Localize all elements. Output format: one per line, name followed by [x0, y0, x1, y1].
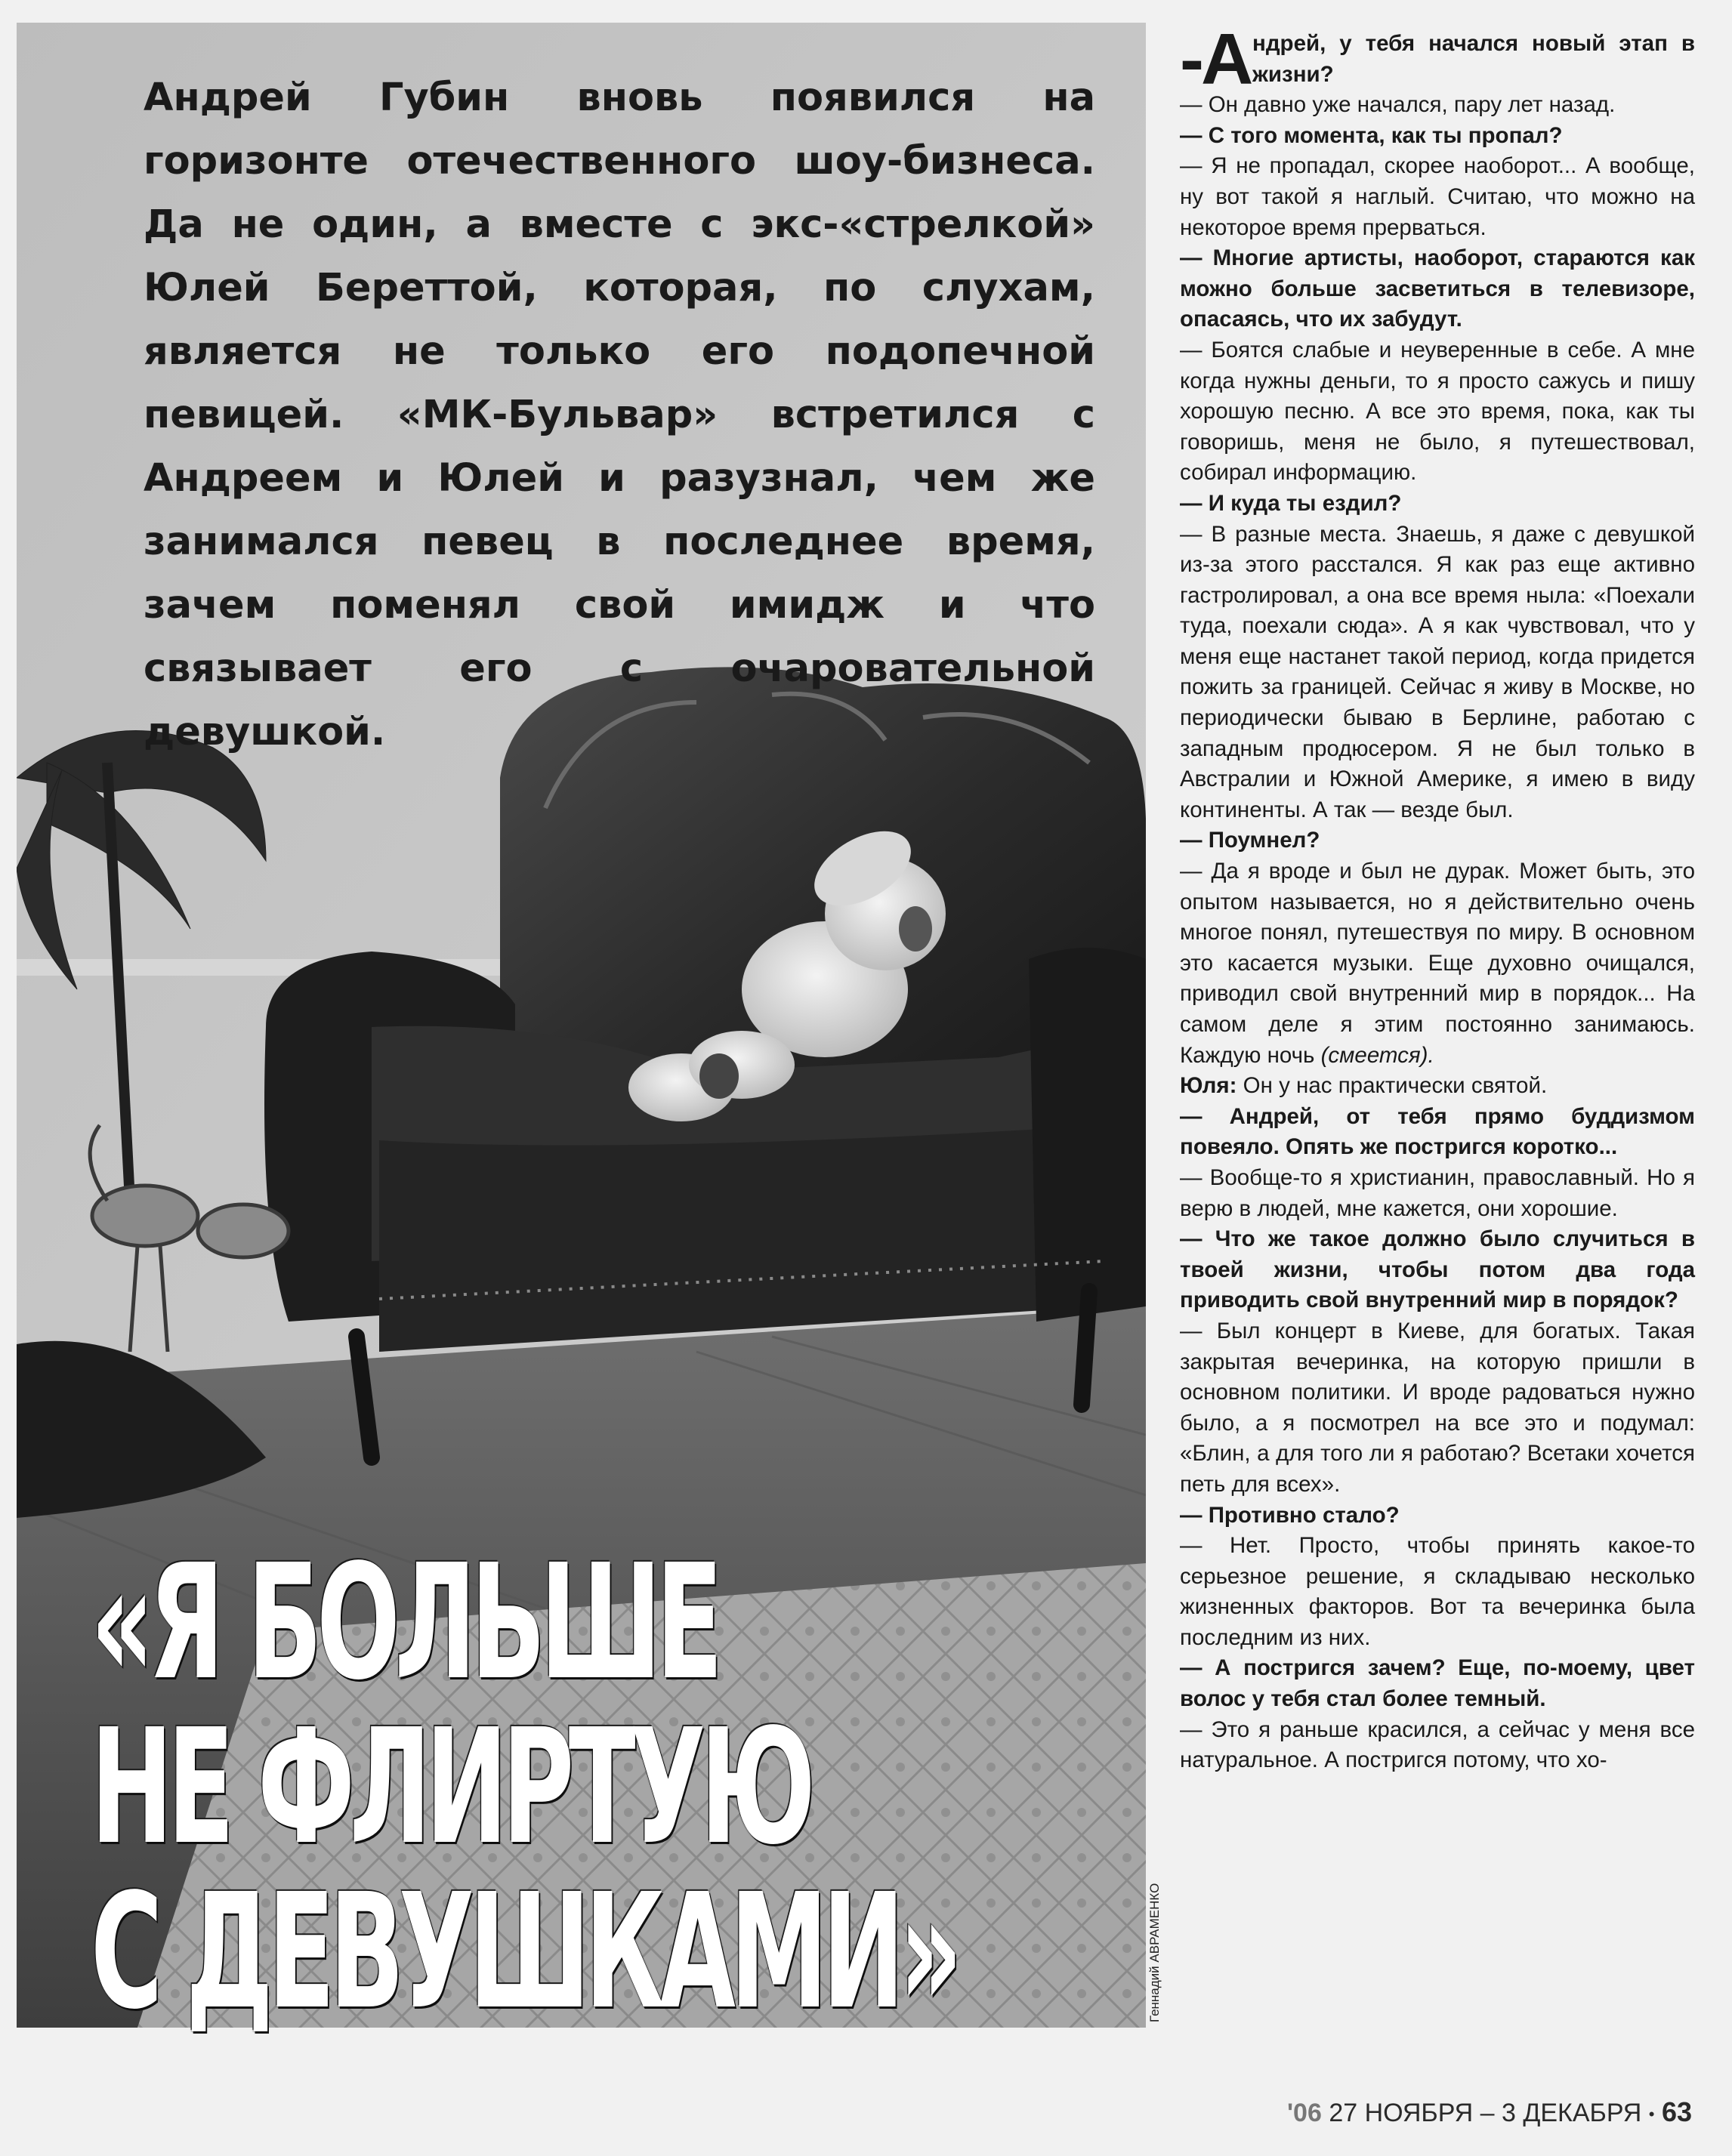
- question-paragraph: — Многие артисты, наоборот, стараются как можно больше засветиться в телевизоре, опасаясь, что их забудут.: [1180, 245, 1695, 332]
- photo-credit-text: Геннадий АВРАМЕНКО: [1147, 1883, 1162, 2022]
- question-paragraph: — Что же такое должно было случиться в твоей жизни, чтобы потом два года приводить свой внутренний мир в порядок?: [1180, 1226, 1695, 1313]
- answer-paragraph: — Это я раньше красился, а сейчас у меня все натуральное. А постригся потому, что хо-: [1180, 1716, 1695, 1773]
- answer-paragraph: Юля: Он у нас практически святой.: [1180, 1073, 1548, 1099]
- photo-credit: [1146, 1883, 1164, 2024]
- drop-cap: -А: [1180, 19, 1251, 100]
- question-paragraph: — С того момента, как ты пропал?: [1180, 122, 1563, 148]
- question-paragraph: — А постригся зачем? Еще, по-моему, цвет волос у тебя стал более темный.: [1180, 1655, 1695, 1712]
- answer-paragraph: — Был концерт в Киеве, для богатых. Такая закрытая вечеринка, на которую пришли в основном политики. И вроде радоваться нужно было, а я посмотрел на все это и подумал: «Блин, а для того ли я работаю? Всетаки хочется петь для всех».: [1180, 1318, 1695, 1497]
- question-paragraph: — Противно стало?: [1180, 1502, 1400, 1528]
- article-headline: [91, 1530, 1148, 2044]
- page-number: 63: [1661, 2096, 1692, 2127]
- speaker-label: Юля:: [1180, 1073, 1237, 1099]
- issue-year: '06: [1286, 2099, 1322, 2127]
- answer-paragraph: — Я не пропадал, скорее наоборот... А вообще, ну вот такой я наглый. Считаю, что можно на некоторое время прерваться.: [1180, 153, 1695, 240]
- issue-dates: 27 НОЯБРЯ – 3 ДЕКАБРЯ: [1329, 2099, 1642, 2127]
- interview-column: [1180, 19, 1695, 1776]
- headline-line-3: С ДЕВУШКАМИ»: [91, 1859, 957, 2044]
- answer-paragraph: — Боятся слабые и неуверенные в себе. А мне когда нужны деньги, то я просто сажусь и пишу хорошую песню. А все это время, пока, как ты говоришь, меня не было, я путешествовал, собирал информацию.: [1180, 337, 1695, 486]
- answer-paragraph: — В разные места. Знаешь, я даже с девушкой из-за этого расстался. Я как раз еще активно гастролировал, а она все время ныла: «Поехали туда, поехали сюда». А я как чувствовал, что у меня еще настанет такой период, когда придется пожить за границей. Сейчас я живу в Москве, но периодически бываю в Берлине, работаю с западным продюсером. Я не был только в Австралии и Южной Америке, я имею в виду континенты. А так — везде был.: [1180, 521, 1695, 822]
- article-lede: Андрей Губин вновь появился на горизонте отечественного шоу-бизнеса. Да не один, а вместе с экс-«стрелкой» Юлей Береттой, которая, по слухам, является не только его подопечной певицей. «МК-Бульвар» встретился с Андреем и Юлей и разузнал, чем же занимался певец в последнее время, зачем поменял свой имидж и что связывает его с очаровательной девушкой.: [144, 76, 1095, 754]
- headline-line-2: НЕ ФЛИРТУЮ: [91, 1695, 810, 1880]
- headline-line-1: «Я БОЛЬШЕ: [91, 1530, 718, 1715]
- answer-paragraph: — Он давно уже начался, пару лет назад.: [1180, 92, 1616, 118]
- laugh-note: (смеется).: [1320, 1042, 1434, 1068]
- page-footer: [1269, 2097, 1692, 2130]
- question-paragraph: — Поумнел?: [1180, 828, 1320, 853]
- question-paragraph: — Андрей, от тебя прямо буддизмом повеяло. Опять же постригся коротко...: [1180, 1103, 1695, 1160]
- question-paragraph: — И куда ты ездил?: [1180, 490, 1402, 516]
- answer-paragraph: — Вообще-то я христианин, православный. Но я верю в людей, мне кажется, они хорошие.: [1180, 1164, 1695, 1221]
- question-paragraph: -А ндрей, у тебя начался новый этап в жизни?: [1180, 19, 1695, 100]
- answer-paragraph: — Да я вроде и был не дурак. Может быть, это опытом называется, но я действительно очень многое понял, путешествуя по миру. В основном это касается музыки. Еще духовно очищался, приводил свой внутренний мир в порядок... На самом деле я этим постоянно занимаюсь. Каждую ночь (смеется).: [1180, 859, 1695, 1068]
- bullet-icon: •: [1648, 2105, 1655, 2124]
- answer-paragraph: — Нет. Просто, чтобы принять какое-то серьезное решение, я складываю несколько жизненных факторов. Вот та вечеринка была последним из них.: [1180, 1533, 1695, 1650]
